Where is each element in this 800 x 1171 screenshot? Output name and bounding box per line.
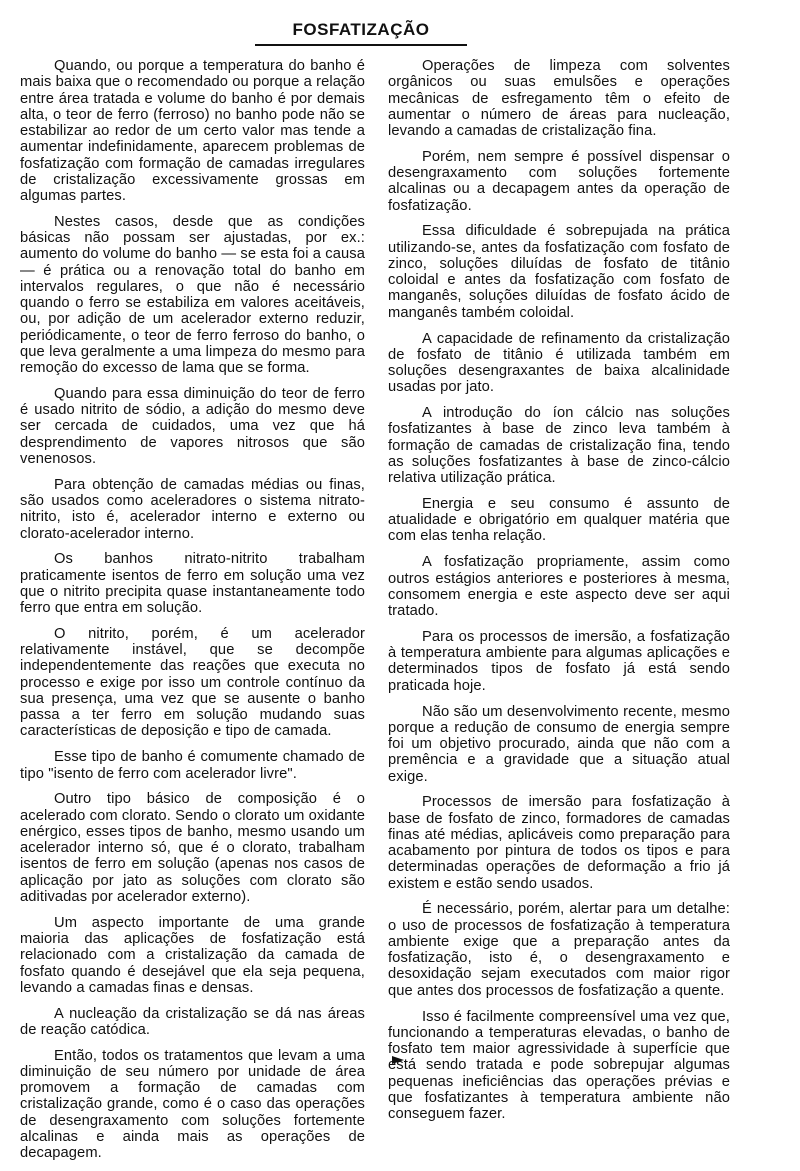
paragraph: Isso é facilmente compreensível uma vez que, funcionando a temperaturas elevadas, o banho de fosfato tem maior agressividade à superfície que está sendo tratada e pode sobrepujar algumas pequenas ineficiências das operações prévias e que fosfatizantes à temperatura ambiente não conseguem fazer. — [388, 1008, 730, 1123]
paragraph: A capacidade de refinamento da cristalização de fosfato de titânio é utilizada também em soluções desengraxantes de baixa alcalinidade usadas por jato. — [388, 330, 730, 396]
paragraph: Essa dificuldade é sobrepujada na prática utilizando-se, antes da fosfatização com fosfato de zinco, soluções diluídas de fosfato de titânio coloidal e antes da fosfatização com fosfato de manganês, soluções diluídas de fosfato ácido de manganês também coloidal. — [388, 223, 730, 321]
paragraph: É necessário, porém, alertar para um detalhe: o uso de processos de fosfatização à temperatura ambiente exige que a preparação antes da fosfatização, isto é, o desengraxamento e desoxidação sejam executados com maior rigor que antes dos processos de fosfatização a quente. — [388, 901, 730, 999]
continuation-arrow-icon — [392, 1056, 404, 1064]
paragraph: Nestes casos, desde que as condições básicas não possam ser ajustadas, por ex.: aumento do volume do banho — se esta foi a causa — é prática ou a renovação total do banho em intervalos regulares, o que não é necessário quando o ferro se estabiliza em valores aceitáveis, ou, por adição de um acelerador externo reduzir, periódicamente, o teor de ferro ferroso do banho, o que leva geralmente a uma limpeza do mesmo para remoção do excesso de lama que se forma. — [20, 213, 365, 377]
paragraph: Esse tipo de banho é comumente chamado de tipo "isento de ferro com acelerador livre". — [20, 749, 365, 782]
paragraph: Para obtenção de camadas médias ou finas, são usados como aceleradores o sistema nitrato-nitrito, isto é, acelerador interno e externo ou clorato-acelerador interno. — [20, 476, 365, 542]
paragraph: Um aspecto importante de uma grande maioria das aplicações de fosfatização está relacionado com a cristalização da camada de fosfato quando é desejável que ela seja pequena, levando a camadas finas e densas. — [20, 914, 365, 996]
paragraph: Para os processos de imersão, a fosfatização à temperatura ambiente para algumas aplicações e determinados tipos de fosfato já está sendo praticada hoje. — [388, 628, 730, 694]
header — [255, 16, 467, 46]
paragraph: Não são um desenvolvimento recente, mesmo porque a redução de consumo de energia sempre foi um objetivo procurado, ainda que não com a premência e a gravidade que a situação atual exige. — [388, 703, 730, 785]
paragraph: Então, todos os tratamentos que levam a uma diminuição de seu número por unidade de área promovem a formação de camadas com cristalização grande, como é o caso das operações de desengraxamento com soluções fortemente alcalinas e ainda mais as operações de decapagem. — [20, 1047, 365, 1162]
left-column — [20, 58, 365, 1171]
paragraph: Quando, ou porque a temperatura do banho é mais baixa que o recomendado ou porque a relação entre área tratada e volume do banho é por demais alta, o teor de ferro (ferroso) no banho pode não se estabilizar ao redor de um certo valor mas tende a aumentar indefinidamente, aparecem problemas de fosfatização com formação de camadas irregulares de cristalização excessivamente grossas em algumas partes. — [20, 58, 365, 204]
paragraph: Processos de imersão para fosfatização à base de fosfato de zinco, formadores de camadas finas até médias, aplicáveis como preparação para acabamento por pintura de todos os tipos e para determinadas operações de deformação a frio já existem e estão sendo usados. — [388, 794, 730, 892]
paragraph: A nucleação da cristalização se dá nas áreas de reação catódica. — [20, 1005, 365, 1038]
paragraph: A introdução do íon cálcio nas soluções fosfatizantes à base de zinco leva também à formação de camadas de cristalização fina, tendo as soluções fosfatizantes à base de zinco-cálcio relativa utilização prática. — [388, 405, 730, 487]
paragraph: Energia e seu consumo é assunto de atualidade e obrigatório em qualquer matéria que com elas tenha relação. — [388, 495, 730, 545]
paragraph: Porém, nem sempre é possível dispensar o desengraxamento com soluções fortemente alcalinas ou a decapagem antes da operação de fosfatização. — [388, 148, 730, 214]
paragraph: A fosfatização propriamente, assim como outros estágios anteriores e posteriores à mesma, consomem energia e este aspecto deve ser aqui tratado. — [388, 554, 730, 620]
page-title: FOSFATIZAÇÃO — [292, 20, 430, 39]
right-column — [388, 58, 730, 1132]
paragraph: Operações de limpeza com solventes orgânicos ou suas emulsões e operações mecânicas de esfregamento têm o efeito de aumentar o número de áreas para nucleação, levando a camadas de cristalização fina. — [388, 58, 730, 139]
paragraph: Outro tipo básico de composição é o acelerado com clorato. Sendo o clorato um oxidante enérgico, esses tipos de banho, mesmo usando um acelerador interno só, que é o clorato, trabalham isentos de ferro em solução (apenas nos casos de aplicação por jato as soluções com clorato são aditivadas por acelerador externo). — [20, 791, 365, 905]
paragraph: Quando para essa diminuição do teor de ferro é usado nitrito de sódio, a adição do mesmo deve ser cercada de cuidados, uma vez que há desprendimento de vapores nitrosos que são venenosos. — [20, 385, 365, 467]
paragraph: O nitrito, porém, é um acelerador relativamente instável, que se decompõe independentemente das reações que executa no processo e exige por isso um controle contínuo da sua presença, uma vez que se ausente o banho passa a ter ferro em solução mudando suas características de deposição e tipo de camada. — [20, 625, 365, 740]
paragraph: Os banhos nitrato-nitrito trabalham praticamente isentos de ferro em solução uma vez que o nitrito precipita quase instantaneamente todo ferro que entra em solução. — [20, 551, 365, 617]
